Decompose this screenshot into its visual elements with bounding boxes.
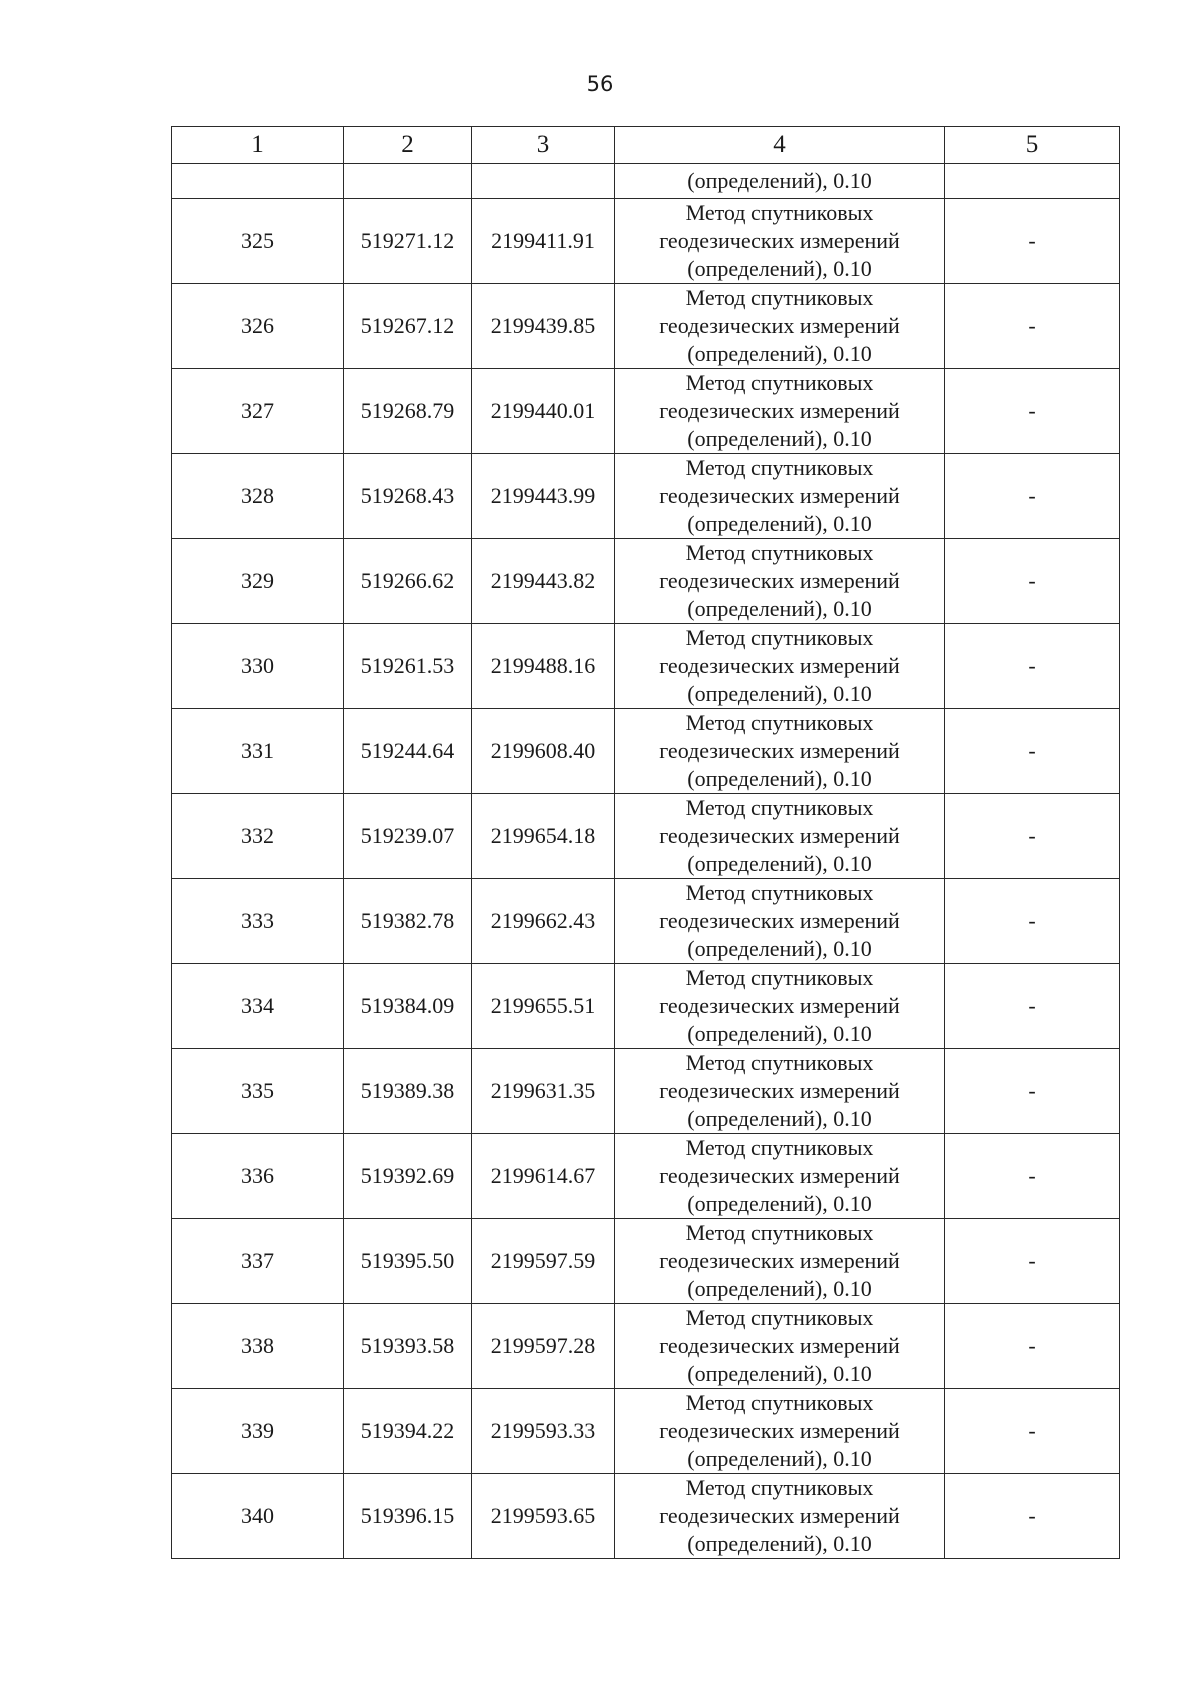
note-cell: -: [945, 624, 1120, 709]
column-header: 2: [344, 127, 472, 164]
column-header: 5: [945, 127, 1120, 164]
table-row: [172, 1389, 1120, 1474]
method-cell: [615, 1304, 945, 1389]
column-header: 4: [615, 127, 945, 164]
method-line: Метод спутниковых: [685, 1050, 874, 1075]
point-number: 331: [172, 709, 344, 794]
method-line: (определений), 0.10: [687, 341, 872, 366]
method-text: [619, 1049, 940, 1133]
point-number: 338: [172, 1304, 344, 1389]
method-line: (определений), 0.10: [687, 681, 872, 706]
table-row: [172, 1474, 1120, 1559]
table-row: [172, 1049, 1120, 1134]
method-line: Метод спутниковых: [685, 795, 874, 820]
coordinate-y: 2199654.18: [472, 794, 615, 879]
table-cell: [945, 164, 1120, 199]
method-text: [619, 539, 940, 623]
point-number: 340: [172, 1474, 344, 1559]
method-line: Метод спутниковых: [685, 1390, 874, 1415]
method-text: [619, 284, 940, 368]
method-line: геодезических измерений: [659, 653, 900, 678]
method-cell: [615, 1134, 945, 1219]
note-cell: -: [945, 369, 1120, 454]
coordinate-x: 519394.22: [344, 1389, 472, 1474]
note-cell: -: [945, 1304, 1120, 1389]
method-text: [619, 1219, 940, 1303]
method-line: геодезических измерений: [659, 313, 900, 338]
method-cell: [615, 879, 945, 964]
coordinate-x: 519268.43: [344, 454, 472, 539]
method-line: Метод спутниковых: [685, 1305, 874, 1330]
point-number: 335: [172, 1049, 344, 1134]
method-text: [619, 454, 940, 538]
method-line: геодезических измерений: [659, 1163, 900, 1188]
note-cell: -: [945, 709, 1120, 794]
coordinate-y: 2199411.91: [472, 199, 615, 284]
method-line: геодезических измерений: [659, 483, 900, 508]
coordinate-y: 2199443.99: [472, 454, 615, 539]
method-line: (определений), 0.10: [687, 1361, 872, 1386]
point-number: 337: [172, 1219, 344, 1304]
method-line: (определений), 0.10: [687, 851, 872, 876]
method-line: Метод спутниковых: [685, 1220, 874, 1245]
coordinate-x: 519393.58: [344, 1304, 472, 1389]
method-cell: [615, 624, 945, 709]
method-cell: [615, 539, 945, 624]
point-number: 333: [172, 879, 344, 964]
method-line: Метод спутниковых: [685, 1135, 874, 1160]
method-cell: [615, 1219, 945, 1304]
note-cell: -: [945, 1134, 1120, 1219]
method-line: геодезических измерений: [659, 1418, 900, 1443]
method-text: [619, 709, 940, 793]
method-line: Метод спутниковых: [685, 540, 874, 565]
method-cell: [615, 369, 945, 454]
note-cell: -: [945, 794, 1120, 879]
note-cell: -: [945, 454, 1120, 539]
note-cell: -: [945, 199, 1120, 284]
table-row: [172, 709, 1120, 794]
table-row: [172, 1219, 1120, 1304]
table-row: [172, 539, 1120, 624]
table-row: [172, 964, 1120, 1049]
method-text: [619, 1134, 940, 1218]
coordinate-y: 2199608.40: [472, 709, 615, 794]
method-text: [619, 1474, 940, 1558]
coordinate-x: 519271.12: [344, 199, 472, 284]
method-line: геодезических измерений: [659, 908, 900, 933]
coordinates-table: [171, 126, 1120, 1559]
method-line: геодезических измерений: [659, 398, 900, 423]
method-cell: [615, 199, 945, 284]
method-cell: [615, 454, 945, 539]
method-line: (определений), 0.10: [687, 1446, 872, 1471]
method-line: Метод спутниковых: [685, 200, 874, 225]
method-text: [619, 369, 940, 453]
method-line: (определений), 0.10: [687, 1191, 872, 1216]
coordinate-y: 2199439.85: [472, 284, 615, 369]
coordinate-x: 519384.09: [344, 964, 472, 1049]
note-cell: -: [945, 879, 1120, 964]
method-line: Метод спутниковых: [685, 625, 874, 650]
method-text: [619, 199, 940, 283]
method-line: геодезических измерений: [659, 993, 900, 1018]
method-line: геодезических измерений: [659, 738, 900, 763]
coordinate-x: 519392.69: [344, 1134, 472, 1219]
column-header: 3: [472, 127, 615, 164]
coordinate-y: 2199593.65: [472, 1474, 615, 1559]
coordinate-y: 2199631.35: [472, 1049, 615, 1134]
table-row: [172, 199, 1120, 284]
method-line: (определений), 0.10: [687, 936, 872, 961]
method-cell: [615, 709, 945, 794]
point-number: 325: [172, 199, 344, 284]
note-cell: -: [945, 1389, 1120, 1474]
point-number: 339: [172, 1389, 344, 1474]
page-number: 56: [586, 72, 614, 96]
coordinate-y: 2199662.43: [472, 879, 615, 964]
coordinate-y: 2199597.59: [472, 1219, 615, 1304]
method-cell: [615, 964, 945, 1049]
coordinate-x: 519395.50: [344, 1219, 472, 1304]
point-number: 334: [172, 964, 344, 1049]
method-line: (определений), 0.10: [687, 426, 872, 451]
method-line: (определений), 0.10: [687, 1531, 872, 1556]
coordinate-x: 519239.07: [344, 794, 472, 879]
point-number: 328: [172, 454, 344, 539]
coordinate-y: 2199655.51: [472, 964, 615, 1049]
table-cell-method: (определений), 0.10: [615, 164, 945, 199]
coordinate-x: 519267.12: [344, 284, 472, 369]
point-number: 330: [172, 624, 344, 709]
table-row: [172, 454, 1120, 539]
method-line: геодезических измерений: [659, 228, 900, 253]
method-line: Метод спутниковых: [685, 710, 874, 735]
method-text: [619, 1304, 940, 1388]
table-row: [172, 1304, 1120, 1389]
method-cell: [615, 1389, 945, 1474]
method-text: [619, 1389, 940, 1473]
coordinate-x: 519244.64: [344, 709, 472, 794]
method-line: геодезических измерений: [659, 823, 900, 848]
coordinate-y: 2199488.16: [472, 624, 615, 709]
coordinate-x: 519382.78: [344, 879, 472, 964]
method-line: (определений), 0.10: [687, 256, 872, 281]
point-number: 326: [172, 284, 344, 369]
method-line: геодезических измерений: [659, 1248, 900, 1273]
coordinate-y: 2199614.67: [472, 1134, 615, 1219]
point-number: 329: [172, 539, 344, 624]
method-line: Метод спутниковых: [685, 370, 874, 395]
method-line: Метод спутниковых: [685, 285, 874, 310]
table-row: [172, 284, 1120, 369]
table-cell: [344, 164, 472, 199]
point-number: 336: [172, 1134, 344, 1219]
method-line: (определений), 0.10: [687, 1106, 872, 1131]
coordinate-y: 2199597.28: [472, 1304, 615, 1389]
table-row: [172, 1134, 1120, 1219]
method-cell: [615, 1049, 945, 1134]
point-number: 332: [172, 794, 344, 879]
method-line: (определений), 0.10: [687, 511, 872, 536]
continued-row: [172, 164, 1120, 199]
note-cell: -: [945, 284, 1120, 369]
table-cell: [472, 164, 615, 199]
coordinate-x: 519261.53: [344, 624, 472, 709]
table-row: [172, 624, 1120, 709]
method-cell: [615, 1474, 945, 1559]
note-cell: -: [945, 539, 1120, 624]
note-cell: -: [945, 1474, 1120, 1559]
method-text: [619, 964, 940, 1048]
note-cell: -: [945, 964, 1120, 1049]
table-header-row: [172, 127, 1120, 164]
method-line: (определений), 0.10: [687, 766, 872, 791]
point-number: 327: [172, 369, 344, 454]
method-line: Метод спутниковых: [685, 880, 874, 905]
method-cell: [615, 284, 945, 369]
method-line: (определений), 0.10: [687, 1276, 872, 1301]
method-text: [619, 794, 940, 878]
table-cell: [172, 164, 344, 199]
coordinate-x: 519268.79: [344, 369, 472, 454]
method-line: геодезических измерений: [659, 568, 900, 593]
coordinate-x: 519389.38: [344, 1049, 472, 1134]
method-text: [619, 624, 940, 708]
column-header: 1: [172, 127, 344, 164]
method-line: Метод спутниковых: [685, 1475, 874, 1500]
coordinate-y: 2199443.82: [472, 539, 615, 624]
note-cell: -: [945, 1049, 1120, 1134]
note-cell: -: [945, 1219, 1120, 1304]
method-line: Метод спутниковых: [685, 965, 874, 990]
coordinate-x: 519266.62: [344, 539, 472, 624]
method-line: (определений), 0.10: [687, 1021, 872, 1046]
method-text: [619, 879, 940, 963]
method-line: геодезических измерений: [659, 1078, 900, 1103]
method-line: геодезических измерений: [659, 1503, 900, 1528]
method-line: Метод спутниковых: [685, 455, 874, 480]
table-row: [172, 794, 1120, 879]
coordinate-y: 2199440.01: [472, 369, 615, 454]
coordinate-x: 519396.15: [344, 1474, 472, 1559]
method-line: геодезических измерений: [659, 1333, 900, 1358]
method-cell: [615, 794, 945, 879]
table-row: [172, 369, 1120, 454]
method-line: (определений), 0.10: [687, 596, 872, 621]
table-row: [172, 879, 1120, 964]
coordinate-y: 2199593.33: [472, 1389, 615, 1474]
